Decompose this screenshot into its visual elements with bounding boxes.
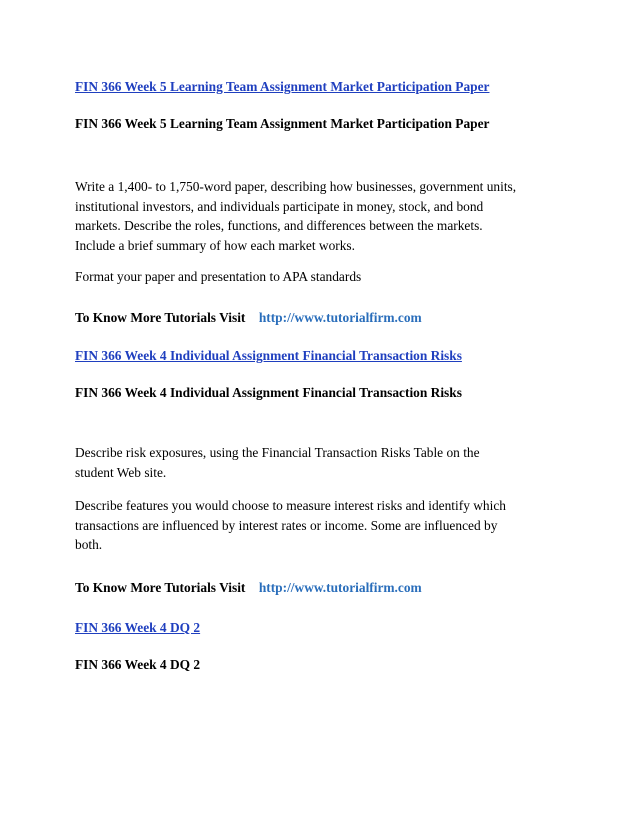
paragraph-interest-risks bbox=[75, 496, 506, 555]
title-link-week4-financial-risks[interactable]: FIN 366 Week 4 Individual Assignment Financial Transaction Risks bbox=[75, 348, 462, 363]
heading-week4-financial-risks: FIN 366 Week 4 Individual Assignment Financial Transaction Risks bbox=[75, 385, 462, 400]
visit-url-link[interactable]: http://www.tutorialfirm.com bbox=[258, 310, 422, 325]
visit-line-1 bbox=[75, 308, 422, 328]
visit-url-link[interactable]: http://www.tutorialfirm.com bbox=[258, 580, 422, 595]
paragraph-line: institutional investors, and individuals participate in money, stock, and bond bbox=[75, 198, 484, 214]
paragraph-apa-format: Format your paper and presentation to APA standards bbox=[75, 269, 362, 284]
paragraph-line: Include a brief summary of how each market works. bbox=[75, 237, 355, 253]
title-link-week5-market-participation[interactable]: FIN 366 Week 5 Learning Team Assignment Market Participation Paper bbox=[75, 79, 490, 94]
heading-week5-market-participation: FIN 366 Week 5 Learning Team Assignment Market Participation Paper bbox=[75, 116, 490, 131]
paragraph-risk-exposures bbox=[75, 443, 480, 482]
paragraph-line: markets. Describe the roles, functions, and differences between the markets. bbox=[75, 218, 483, 233]
paragraph-line: transactions are influenced by interest rates or income. Some are influenced by bbox=[75, 517, 498, 533]
paragraph-week5-description bbox=[75, 177, 516, 255]
title-link-week4-dq2[interactable]: FIN 366 Week 4 DQ 2 bbox=[75, 620, 201, 635]
paragraph-line: Describe risk exposures, using the Financial Transaction Risks Table on the bbox=[75, 445, 480, 460]
visit-label: To Know More Tutorials Visit bbox=[75, 580, 246, 595]
visit-label: To Know More Tutorials Visit bbox=[75, 310, 246, 325]
paragraph-line: both. bbox=[75, 537, 103, 552]
visit-line-2 bbox=[75, 578, 422, 598]
paragraph-line: Write a 1,400- to 1,750-word paper, describing how businesses, government units, bbox=[75, 179, 517, 194]
paragraph-line: Describe features you would choose to measure interest risks and identify which bbox=[75, 498, 506, 513]
paragraph-line: student Web site. bbox=[75, 464, 167, 480]
heading-week4-dq2: FIN 366 Week 4 DQ 2 bbox=[75, 657, 201, 672]
